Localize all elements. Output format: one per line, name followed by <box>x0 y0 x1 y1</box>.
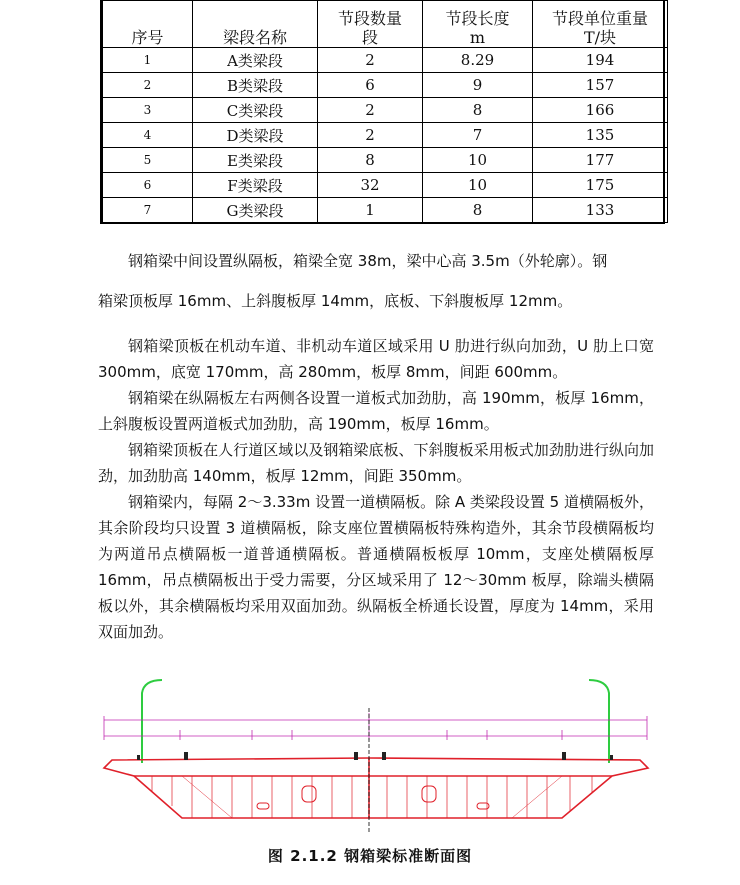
table-cell: 7 <box>103 198 193 223</box>
table-cell: 8 <box>318 148 423 173</box>
table-row <box>103 198 668 223</box>
table-row <box>103 48 668 73</box>
paragraph-4: 钢箱梁顶板在人行道区域以及钢箱梁底板、下斜腹板采用板式加劲肋进行纵向加劲，加劲肋高 140mm，板厚 12mm，间距 350mm。 <box>98 441 654 485</box>
paragraph-5: 钢箱梁内，每隔 2～3.33m 设置一道横隔板。除 A 类梁段设置 5 道横隔板外，其余阶段均只设置 3 道横隔板，除支座位置横隔板特殊构造外，其余节段横隔板均为两道吊点横隔板一道普通横隔板。普通横隔板板厚 10mm，支座处横隔板厚 16mm，吊点横隔板出于受力需要，分区域采用了 12～30mm 板厚，除端头横隔板以外，其余横隔板均采用双面加劲。纵隔板全桥通长设置，厚度为 14mm，采用双面加劲。 <box>98 493 654 641</box>
table-cell: 8 <box>423 98 533 123</box>
table-cell: A类梁段 <box>193 48 318 73</box>
table-cell: 2 <box>318 123 423 148</box>
header-name: 梁段名称 <box>193 1 318 48</box>
girder-outline <box>104 758 648 818</box>
table-cell: D类梁段 <box>193 123 318 148</box>
table-header-row <box>103 1 668 48</box>
segment-table-frame <box>100 0 665 224</box>
table-cell: 3 <box>103 98 193 123</box>
table-cell: C类梁段 <box>193 98 318 123</box>
table-row <box>103 73 668 98</box>
table-cell: 9 <box>423 73 533 98</box>
table-cell: F类梁段 <box>193 173 318 198</box>
table-cell: 6 <box>318 73 423 98</box>
table-row <box>103 148 668 173</box>
diaphragm-stiffeners <box>134 776 612 818</box>
table-cell: 175 <box>533 173 668 198</box>
figure-caption: 图 2.1.2 钢箱梁标准断面图 <box>267 847 473 865</box>
header-index: 序号 <box>103 1 193 48</box>
table-cell: E类梁段 <box>193 148 318 173</box>
segment-table <box>102 0 668 223</box>
table-cell: 10 <box>423 148 533 173</box>
table-cell: 2 <box>103 73 193 98</box>
header-weight: 节段单位重量 T/块 <box>533 1 668 48</box>
table-cell: 8.29 <box>423 48 533 73</box>
paragraph-1: 钢箱梁中间设置纵隔板，箱梁全宽 38m，梁中心高 3.5m（外轮廓）。钢 <box>128 252 608 270</box>
dimension-lines <box>104 713 647 740</box>
header-count: 节段数量 段 <box>318 1 423 48</box>
box-girder-section-drawing <box>92 668 662 843</box>
table-cell: 166 <box>533 98 668 123</box>
table-cell: 157 <box>533 73 668 98</box>
table-cell: G类梁段 <box>193 198 318 223</box>
table-row <box>103 98 668 123</box>
table-cell: 177 <box>533 148 668 173</box>
table-cell: 32 <box>318 173 423 198</box>
table-cell: 2 <box>318 48 423 73</box>
table-cell: 7 <box>423 123 533 148</box>
table-cell: 8 <box>423 198 533 223</box>
header-length: 节段长度 m <box>423 1 533 48</box>
table-cell: 5 <box>103 148 193 173</box>
lamp-posts <box>142 680 609 763</box>
table-cell: 10 <box>423 173 533 198</box>
table-cell: 4 <box>103 123 193 148</box>
table-cell: 133 <box>533 198 668 223</box>
table-cell: 2 <box>318 98 423 123</box>
table-row <box>103 123 668 148</box>
paragraph-1-cont: 箱梁顶板厚 16mm、上斜腹板厚 14mm，底板、下斜腹板厚 12mm。 <box>98 292 573 310</box>
table-cell: 1 <box>318 198 423 223</box>
paragraph-2: 钢箱梁顶板在机动车道、非机动车道区域采用 U 肋进行纵向加劲，U 肋上口宽 300mm，底宽 170mm，高 280mm，板厚 8mm，间距 600mm。 <box>98 337 655 381</box>
paragraph-3: 钢箱梁在纵隔板左右两侧各设置一道板式加劲肋，高 190mm，板厚 16mm，上斜腹板设置两道板式加劲肋，高 190mm，板厚 16mm。 <box>98 389 654 433</box>
table-cell: 135 <box>533 123 668 148</box>
table-cell: 6 <box>103 173 193 198</box>
table-cell: B类梁段 <box>193 73 318 98</box>
table-cell: 1 <box>103 48 193 73</box>
table-row <box>103 173 668 198</box>
table-cell: 194 <box>533 48 668 73</box>
